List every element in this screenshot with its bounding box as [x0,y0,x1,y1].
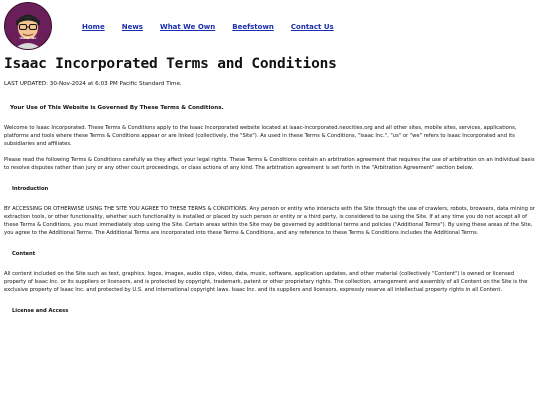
content-paragraph: All content included on the Site such as text, graphics, logos, images, audio clips, video, data, music, software, application updates, and other material (collectively "Content") is owned or licensed property of Isaac Inc. or its suppliers or licensors, and is protected by copyright, trademark, patent or other proprietary rights. The collection, arrangement and assembly of all Content on the Site is the exclusive property of Isaac Inc. and protected by U.S. and international copyright laws. Isaac Inc. and its suppliers and licensors, expressly reserve all intellectual property rights in all Content. [4,271,528,293]
nav-contact-us-link[interactable]: Contact Us [290,23,334,31]
welcome-paragraph: Welcome to Isaac Incorporated. These Terms & Conditions apply to the Isaac Incorporated website located at isaac-incorporated.neocities.org and all other sites, mobile sites, services, applications, platforms and tools where these Terms & Conditions appear or are linked (collectively, the "Site"). As used in these Terms & Conditions, "Isaac Inc.", "us" or "we" refers to Isaac Incorporated and its subsidiaries and affiliates. [4,125,517,147]
logo-caption: ISAAC INC [19,36,37,40]
introduction-heading: Introduction [12,186,49,192]
section-heading: Your Use of This Website is Governed By These Terms & Conditions. [10,105,224,111]
main-nav [82,23,351,31]
nav-what-we-own-link[interactable]: What We Own [159,23,216,31]
nav-news-link[interactable]: News [121,23,143,31]
nav-beefstown-link[interactable]: Beefstown [232,23,274,31]
introduction-paragraph: BY ACCESSING OR OTHERWISE USING THE SITE YOU AGREE TO THESE TERMS & CONDITIONS. Any person or entity who interacts with the Site through the use of crawlers, robots, browsers, data mining or extraction tools, or other functionality, whether such functionality is installed or placed by such person or entity or a third party, is considered to be using the Site. If at any time you do not accept all of these Terms & Conditions, you must immediately stop using the Site. Certain areas within the Site may be governed by additional terms and policies ("Additional Terms"). By using these areas of the Site, you agree to the Additional Terms. The Additional Terms are incorporated into these Terms & Conditions, and any reference to these Terms & Conditions includes the Additional Terms. [4,206,535,236]
site-logo[interactable] [4,2,52,50]
site-header [4,2,536,50]
content-heading: Content [12,251,36,257]
last-updated-text: LAST UPDATED: 30-Nov-2024 at 6:03 PM Pacific Standard Time. [4,81,182,87]
read-carefully-paragraph: Please read the following Terms & Conditions carefully as they affect your legal rights. These Terms & Conditions contain an arbitration agreement that requires the use of arbitration on an individual basis to resolve disputes rather than jury or any other court proceedings, or class actions of any kind. The arbitration agreement is set forth in the "Arbitration Agreement" section below. [4,157,535,171]
license-access-heading: License and Access [12,308,69,314]
avatar-face-icon [5,3,51,49]
page-title: Isaac Incorporated Terms and Conditions [4,56,337,72]
nav-home-link[interactable]: Home [82,23,105,31]
terms-content [4,56,536,314]
